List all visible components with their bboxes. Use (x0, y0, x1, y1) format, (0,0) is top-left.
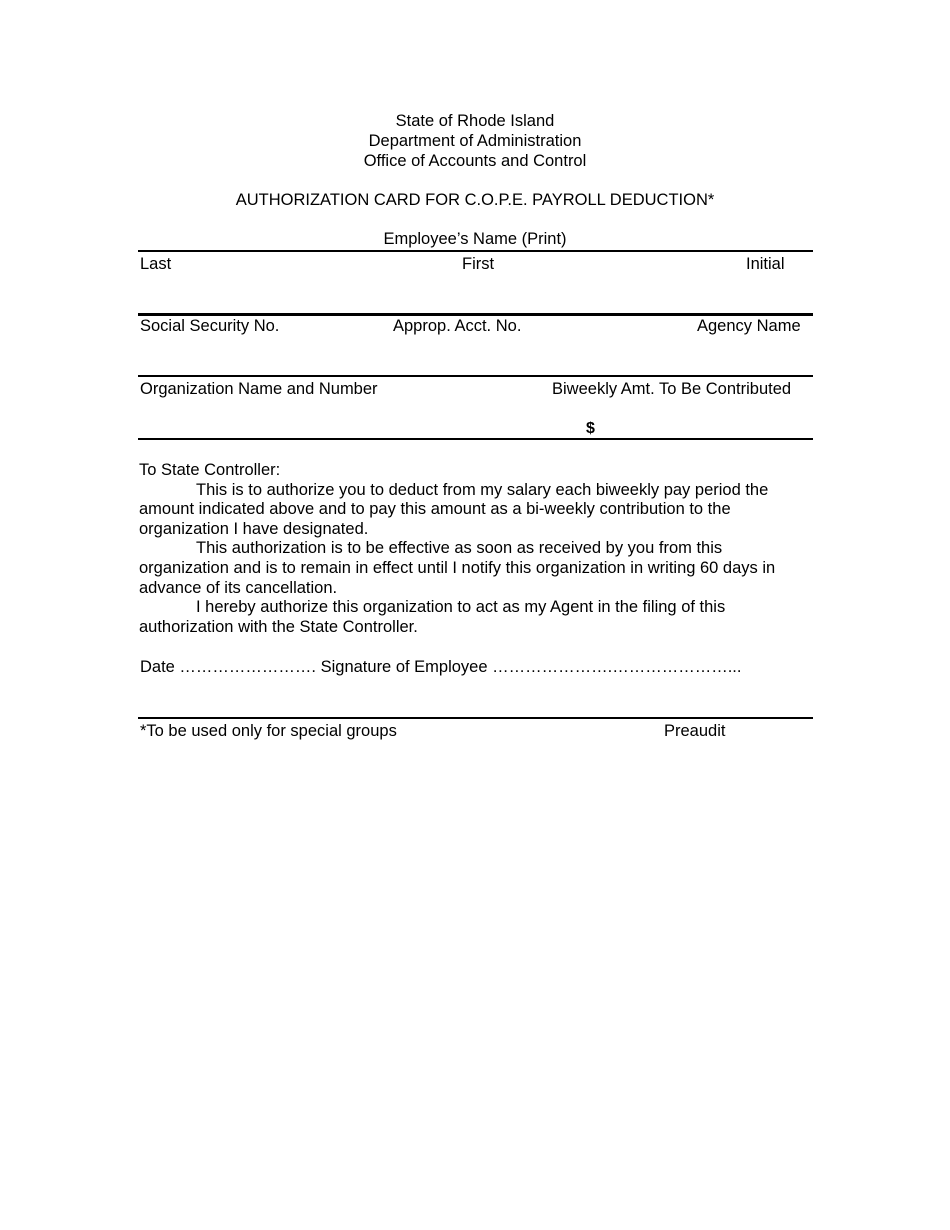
agency-name-label: Agency Name (697, 317, 801, 335)
initial-label: Initial (746, 255, 785, 273)
dollar-sign: $ (586, 420, 595, 437)
first-name-label: First (462, 255, 495, 273)
name-field-rule (138, 250, 813, 252)
footer-rule (138, 717, 813, 719)
salutation: To State Controller: (139, 461, 281, 479)
authorization-paragraph-2: This authorization is to be effective as soon as received by you from this organization and is to remain in effect until I notify this organization in writing 60 days in advance of its cancellation. (139, 539, 776, 597)
organization-name-label: Organization Name and Number (140, 380, 378, 398)
ssn-label: Social Security No. (140, 317, 280, 335)
authorization-paragraph-3: I hereby authorize this organization to act as my Agent in the filing of this authorization with the State Controller. (139, 598, 726, 636)
header-state: State of Rhode Island (395, 112, 555, 130)
authorization-paragraph-1: This is to authorize you to deduct from my salary each biweekly pay period the amount indicated above and to pay this amount as a bi-weekly contribution to the organization I have designated. (139, 480, 769, 538)
authorization-text (139, 461, 807, 637)
organization-field-rule (138, 375, 813, 377)
employee-name-caption: Employee’s Name (Print) (383, 230, 567, 248)
biweekly-amount-label: Biweekly Amt. To Be Contributed (552, 380, 792, 398)
approp-acct-label: Approp. Acct. No. (393, 317, 522, 335)
header-office: Office of Accounts and Control (363, 152, 587, 170)
date-signature-line: Date ……………………. Signature of Employee ………………….…………………... (140, 658, 742, 676)
special-groups-note: *To be used only for special groups (140, 722, 397, 740)
last-name-label: Last (140, 255, 172, 273)
form-title: AUTHORIZATION CARD FOR C.O.P.E. PAYROLL DEDUCTION* (235, 191, 715, 209)
preaudit-label: Preaudit (664, 722, 726, 740)
header-department: Department of Administration (368, 132, 582, 150)
amount-field-rule (138, 438, 813, 440)
